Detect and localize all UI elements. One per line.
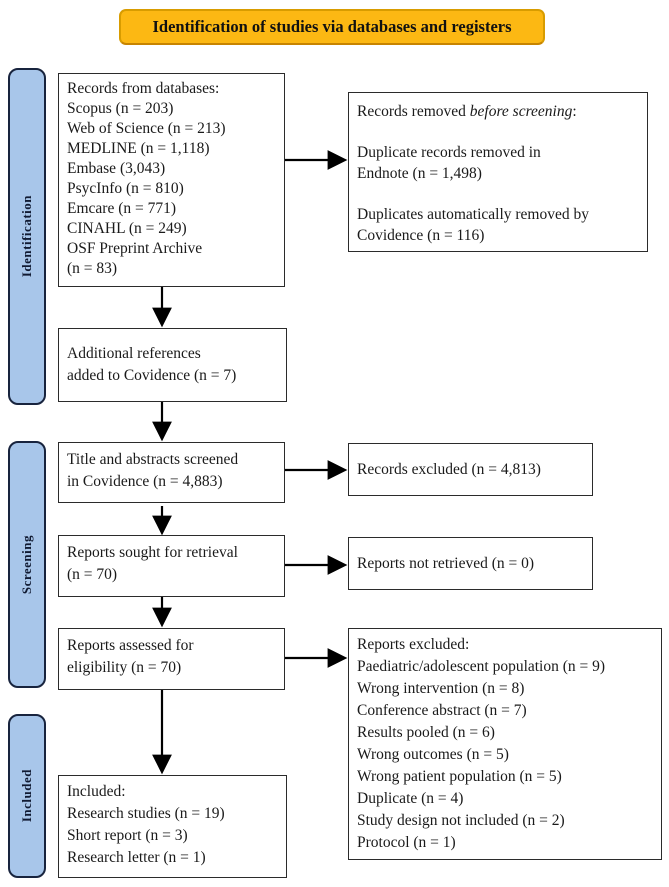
title-banner	[119, 9, 545, 45]
included-line: Research studies (n = 19)	[67, 805, 225, 822]
records-removed-item-covidence: Duplicates automatically removed by Covidence (n = 116)	[357, 206, 589, 244]
reports-excluded-line: Paediatric/adolescent population (n = 9)	[357, 658, 606, 675]
not-retrieved-line: Reports not retrieved (n = 0)	[357, 555, 535, 572]
reports-excluded-line: Study design not included (n = 2)	[357, 812, 565, 829]
records-line: MEDLINE (n = 1,118)	[67, 140, 210, 157]
records-removed-title: Records removed before screening:	[357, 103, 577, 120]
assessed-line: Reports assessed for	[67, 637, 194, 654]
titles-abstracts-screened-box	[58, 442, 285, 503]
stage-bar-identification	[8, 68, 46, 405]
additional-references-box	[58, 328, 287, 402]
included-line: Research letter (n = 1)	[67, 849, 206, 866]
sought-line: (n = 70)	[67, 566, 118, 583]
records-line: Emcare (n = 771)	[67, 200, 177, 217]
reports-sought-box	[58, 535, 285, 597]
records-line: Embase (3,043)	[67, 160, 166, 177]
records-line: (n = 83)	[67, 260, 118, 277]
additional-line: added to Covidence (n = 7)	[67, 367, 237, 384]
included-box	[58, 775, 287, 878]
records-line: Web of Science (n = 213)	[67, 120, 226, 137]
records-from-databases-box	[58, 73, 285, 287]
stage-label-identification: Identification	[19, 195, 34, 278]
records-removed-item-endnote: Duplicate records removed in Endnote (n = 1,498)	[357, 144, 541, 182]
records-line: Records from databases:	[67, 80, 220, 97]
reports-excluded-line: Results pooled (n = 6)	[357, 724, 495, 741]
included-line: Short report (n = 3)	[67, 827, 188, 844]
reports-excluded-line: Reports excluded:	[357, 636, 470, 653]
reports-not-retrieved-box	[348, 537, 593, 590]
reports-excluded-line: Wrong patient population (n = 5)	[357, 768, 562, 785]
records-line: Scopus (n = 203)	[67, 100, 174, 117]
sought-line: Reports sought for retrieval	[67, 544, 238, 561]
additional-line: Additional references	[67, 345, 201, 362]
stage-bar-included	[8, 714, 46, 878]
stage-bar-screening	[8, 441, 46, 688]
diagram-title: Identification of studies via databases and registers	[152, 17, 512, 36]
records-line: OSF Preprint Archive	[67, 240, 203, 257]
screened-line: Title and abstracts screened	[67, 451, 239, 468]
assessed-line: eligibility (n = 70)	[67, 659, 182, 676]
reports-excluded-line: Duplicate (n = 4)	[357, 790, 464, 807]
records-line: CINAHL (n = 249)	[67, 220, 187, 237]
reports-excluded-line: Protocol (n = 1)	[357, 834, 456, 851]
reports-excluded-line: Conference abstract (n = 7)	[357, 702, 527, 719]
records-removed-box	[348, 92, 648, 252]
records-removed-title-italic: before screening	[469, 103, 573, 120]
included-line: Included:	[67, 783, 126, 800]
screened-line: in Covidence (n = 4,883)	[67, 473, 223, 490]
records-excluded-line: Records excluded (n = 4,813)	[357, 461, 541, 478]
stage-label-screening: Screening	[19, 534, 34, 595]
records-excluded-box	[348, 443, 593, 496]
reports-excluded-line: Wrong intervention (n = 8)	[357, 680, 525, 697]
stage-label-included: Included	[19, 769, 34, 823]
reports-assessed-box	[58, 628, 285, 690]
records-line: PsycInfo (n = 810)	[67, 180, 184, 197]
reports-excluded-box	[348, 628, 662, 860]
reports-excluded-line: Wrong outcomes (n = 5)	[357, 746, 509, 763]
